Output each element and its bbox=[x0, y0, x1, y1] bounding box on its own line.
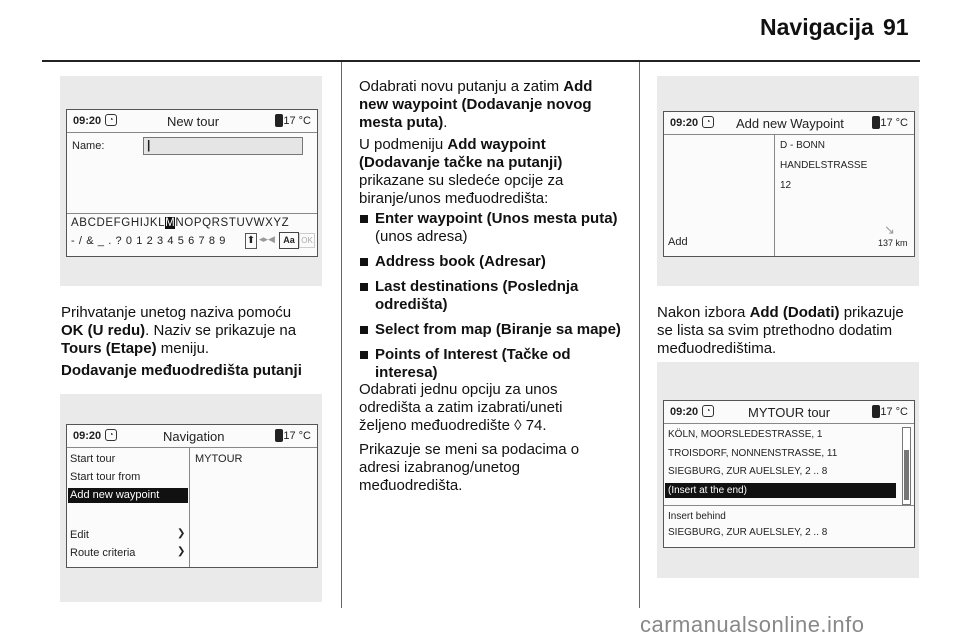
text-line: međuodredištima. bbox=[657, 340, 777, 357]
text-line: Prihvatanje unetog naziva pomoću bbox=[61, 304, 292, 321]
screen-title: Navigation bbox=[163, 429, 225, 444]
bullet-title: Points of Interest (Tačke od interesa) bbox=[375, 346, 571, 381]
screen-new-tour bbox=[66, 109, 318, 257]
name-input[interactable] bbox=[143, 137, 303, 155]
header-rule bbox=[42, 60, 920, 62]
keyboard-key[interactable]: D bbox=[96, 217, 106, 229]
arrow-keys-icon[interactable]: ◂▸◀ bbox=[259, 234, 275, 244]
temperature: 17 °C bbox=[880, 406, 908, 418]
status-bar bbox=[664, 401, 914, 424]
keyboard-key[interactable]: T bbox=[228, 217, 237, 229]
keyboard-key[interactable]: I bbox=[139, 217, 144, 229]
add-button[interactable]: Add bbox=[668, 236, 688, 248]
text-line: Prikazuje se meni sa podacima o bbox=[359, 441, 580, 458]
clock-icon: ◔ bbox=[702, 116, 714, 128]
keyboard-divider bbox=[67, 213, 317, 214]
clock-icon: ◔ bbox=[105, 114, 117, 126]
figure-navigation bbox=[60, 394, 322, 602]
bold-term: new waypoint (Dodavanje novog bbox=[359, 96, 592, 113]
text-line: meniju. bbox=[156, 340, 210, 357]
insert-behind-label[interactable]: Insert behind bbox=[668, 511, 726, 522]
text-line: Odabrati jednu opciju za unos bbox=[359, 381, 558, 398]
bullet-title: Last destinations (Poslednja odredišta) bbox=[375, 278, 579, 313]
keyboard-key[interactable]: Y bbox=[273, 217, 282, 229]
text-line: međuodredišta. bbox=[359, 477, 463, 494]
bullet-title: Enter waypoint (Unos mesta puta) bbox=[375, 210, 618, 227]
text-line: se lista sa svim ptrethodno dodatim bbox=[657, 322, 893, 339]
menu-item-start-tour[interactable]: Start tour bbox=[70, 453, 116, 465]
list-divider bbox=[664, 505, 914, 506]
bullet-title: Select from map (Biranje sa mape) bbox=[375, 321, 621, 338]
keyboard-alphabet-row[interactable] bbox=[71, 217, 289, 229]
insert-at-end-item[interactable]: (Insert at the end) bbox=[665, 483, 896, 498]
text-line: željeno međuodredište bbox=[359, 417, 510, 434]
keyboard-key[interactable]: Z bbox=[281, 217, 290, 229]
screen-mytour bbox=[663, 400, 915, 548]
waypoint-item-1[interactable]: KÖLN, MOORSLEDESTRASSE, 1 bbox=[668, 429, 823, 440]
page-reference[interactable]: 74. bbox=[525, 417, 547, 434]
text-cursor: | bbox=[147, 138, 151, 152]
keyboard-key[interactable]: O bbox=[184, 217, 194, 229]
thermometer-icon bbox=[275, 429, 283, 442]
keyboard-key[interactable]: N bbox=[175, 217, 185, 229]
col2-paragraph-4 bbox=[359, 441, 629, 495]
status-bar bbox=[67, 110, 317, 133]
bold-term: Add (Dodati) bbox=[749, 304, 840, 321]
menu-item-edit[interactable]: Edit bbox=[70, 529, 89, 541]
thermometer-icon bbox=[872, 405, 880, 418]
list-item bbox=[359, 278, 615, 314]
list-item bbox=[359, 321, 629, 339]
thermometer-icon bbox=[275, 114, 283, 127]
thermometer-icon bbox=[872, 116, 880, 129]
distance: 137 km bbox=[878, 238, 908, 248]
text-line: . Naziv se prikazuje na bbox=[145, 322, 297, 339]
keyboard-key[interactable]: R bbox=[211, 217, 221, 229]
status-bar bbox=[664, 112, 914, 135]
watermark: carmanualsonline.info bbox=[640, 612, 865, 637]
keyboard-key[interactable]: S bbox=[220, 217, 229, 229]
col1-paragraph bbox=[61, 304, 331, 358]
text-line: . bbox=[443, 114, 448, 131]
text-line: adresi izabranog/unetog bbox=[359, 459, 520, 476]
col3-paragraph bbox=[657, 304, 927, 358]
col2-paragraph-1 bbox=[359, 78, 629, 132]
page-reference-icon: ◊ bbox=[514, 417, 522, 434]
keyboard-key[interactable]: X bbox=[265, 217, 274, 229]
menu-item-start-tour-from[interactable]: Start tour from bbox=[70, 471, 141, 483]
case-toggle-key[interactable]: Aa bbox=[279, 232, 299, 249]
scrollbar-thumb[interactable] bbox=[904, 450, 909, 500]
address-city: D - BONN bbox=[780, 140, 825, 151]
clock-icon: ◔ bbox=[702, 405, 714, 417]
ok-key[interactable]: OK bbox=[299, 233, 315, 248]
keyboard-key[interactable]: F bbox=[113, 217, 122, 229]
text-line: Nakon izbora bbox=[657, 304, 750, 321]
text-line: Odabrati novu putanju a zatim bbox=[359, 78, 564, 95]
screen-add-waypoint bbox=[663, 111, 915, 257]
figure-new-tour bbox=[60, 76, 322, 286]
waypoint-item-3[interactable]: SIEGBURG, ZUR AUELSLEY, 2 .. 8 bbox=[668, 466, 828, 477]
keyboard-key[interactable]: P bbox=[193, 217, 203, 229]
list-item bbox=[359, 210, 629, 246]
bold-term: Add bbox=[563, 78, 593, 95]
menu-pane-divider bbox=[189, 447, 190, 567]
waypoint-item-2[interactable]: TROISDORF, NONNENSTRASSE, 11 bbox=[668, 448, 838, 459]
pane-divider bbox=[774, 134, 775, 256]
scrollbar[interactable] bbox=[902, 427, 911, 505]
page-number: 91 bbox=[883, 14, 909, 40]
screen-title: MYTOUR tour bbox=[748, 405, 831, 420]
keyboard-key[interactable]: Q bbox=[202, 217, 212, 229]
shift-key-icon[interactable]: ⬆ bbox=[245, 233, 257, 249]
text-line: U podmeniju bbox=[359, 136, 448, 153]
waypoint-options-list bbox=[359, 210, 629, 389]
bullet-title: Address book (Adresar) bbox=[375, 253, 546, 270]
keyboard-key[interactable]: M bbox=[165, 217, 176, 229]
bullet-detail: (unos adresa) bbox=[375, 228, 468, 245]
ok-term: OK (U redu) bbox=[61, 322, 146, 339]
screen-title: New tour bbox=[167, 114, 220, 129]
clock-time: 09:20 bbox=[73, 115, 102, 127]
temperature: 17 °C bbox=[880, 117, 908, 129]
text-line: prikazuje bbox=[839, 304, 904, 321]
bold-term: Add waypoint bbox=[447, 136, 546, 153]
clock-time: 09:20 bbox=[73, 430, 102, 442]
figure-add-waypoint bbox=[657, 76, 919, 286]
keyboard-key[interactable]: V bbox=[245, 217, 254, 229]
clock-icon: ◔ bbox=[105, 429, 117, 441]
direction-arrow-icon: ↘ bbox=[884, 222, 895, 237]
temperature: 17 °C bbox=[283, 430, 311, 442]
chevron-right-icon: ❯ bbox=[177, 546, 186, 557]
col2-paragraph-2 bbox=[359, 136, 629, 208]
section-heading: Dodavanje međuodredišta putanji bbox=[61, 362, 302, 379]
text-line: prikazane su sledeće opcije za bbox=[359, 172, 564, 189]
page-header-title: Navigacija bbox=[760, 14, 874, 40]
keyboard-key[interactable]: E bbox=[105, 217, 114, 229]
keyboard-key[interactable]: A bbox=[71, 217, 80, 229]
status-bar bbox=[67, 425, 317, 448]
tours-term: Tours (Etape) bbox=[61, 340, 157, 357]
list-item bbox=[359, 253, 629, 271]
address-number: 12 bbox=[780, 180, 792, 191]
figure-mytour bbox=[657, 362, 919, 578]
insert-behind-value: SIEGBURG, ZUR AUELSLEY, 2 .. 8 bbox=[668, 527, 828, 538]
temperature: 17 °C bbox=[283, 115, 311, 127]
keyboard-key[interactable]: L bbox=[158, 217, 166, 229]
bold-term: mesta puta) bbox=[359, 114, 444, 131]
name-label: Name: bbox=[72, 140, 105, 152]
menu-item-add-new-waypoint[interactable]: Add new waypoint bbox=[68, 488, 188, 503]
keyboard-key[interactable]: W bbox=[253, 217, 266, 229]
list-item bbox=[359, 346, 605, 382]
text-line: biranje/unos međuodredišta: bbox=[359, 190, 549, 207]
keyboard-key[interactable]: G bbox=[121, 217, 131, 229]
clock-time: 09:20 bbox=[670, 117, 699, 129]
keyboard-key[interactable]: J bbox=[143, 217, 150, 229]
keyboard-key[interactable]: U bbox=[236, 217, 246, 229]
tour-name: MYTOUR bbox=[195, 453, 243, 465]
col2-paragraph-3 bbox=[359, 381, 629, 435]
screen-navigation bbox=[66, 424, 318, 568]
text-line: odredišta a zatim izabrati/uneti bbox=[359, 399, 563, 416]
keyboard-key[interactable]: B bbox=[79, 217, 88, 229]
keyboard-key[interactable]: H bbox=[130, 217, 140, 229]
bold-term: (Dodavanje tačke na putanji) bbox=[359, 154, 563, 171]
screen-title: Add new Waypoint bbox=[736, 116, 844, 131]
column-divider-2 bbox=[639, 62, 640, 608]
menu-item-route-criteria[interactable]: Route criteria bbox=[70, 547, 136, 559]
address-street: HANDELSTRASSE bbox=[780, 160, 868, 171]
column-divider-1 bbox=[341, 62, 342, 608]
clock-time: 09:20 bbox=[670, 406, 699, 418]
keyboard-key[interactable]: C bbox=[87, 217, 97, 229]
keyboard-symbols-row[interactable]: - / & _ . ? 0 1 2 3 4 5 6 7 8 9 bbox=[71, 235, 226, 247]
chevron-right-icon: ❯ bbox=[177, 528, 186, 539]
keyboard-key[interactable]: K bbox=[149, 217, 159, 229]
